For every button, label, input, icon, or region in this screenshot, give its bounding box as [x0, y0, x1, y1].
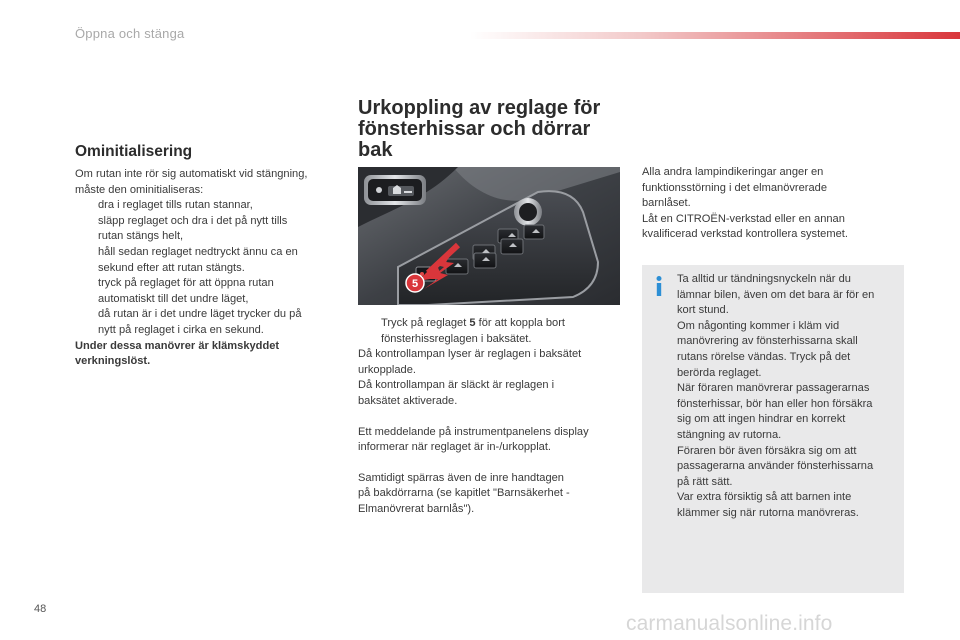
text-line: automatiskt till det undre läget,: [98, 292, 249, 305]
left-column: [75, 167, 345, 370]
info-box: [642, 265, 904, 593]
page-number: 48: [34, 603, 47, 615]
title-line: fönsterhissar och dörrar: [358, 118, 591, 140]
text-line: då rutan är i det undre läget trycker du på: [98, 308, 302, 321]
door-control-photo: [358, 167, 620, 305]
text-line: Ta alltid ur tändningsnyckeln när du: [677, 273, 851, 285]
callout-5-badge: [406, 274, 424, 292]
text-line: Då kontrollampan lyser är reglagen i baksätet: [358, 348, 582, 361]
text-line: fönsterhissreglagen i baksätet.: [381, 332, 532, 345]
text-line: informerar när reglaget är in-/urkopplat.: [358, 441, 551, 454]
text-line: dra i reglaget tills rutan stannar,: [98, 199, 253, 212]
text-line: nytt på reglaget i cirka en sekund.: [98, 323, 264, 336]
bullet-item: [75, 245, 345, 276]
text-line: Låt en CITROËN-verkstad eller en annan: [642, 212, 845, 225]
text-line: Var extra försiktig så att barnen inte: [677, 491, 852, 504]
text-line: urkopplade.: [358, 363, 416, 376]
lock-switch: [364, 175, 426, 205]
section-title: Öppna och stänga: [75, 26, 185, 41]
text-line: tryck på reglaget för att öppna rutan: [98, 277, 274, 290]
watermark: carmanualsonline.info: [626, 612, 833, 635]
text-line: Då kontrollampan är släckt är reglagen i: [358, 379, 555, 392]
bold-warning: [75, 339, 345, 370]
text-line: baksätet aktiverade.: [358, 394, 458, 407]
text-line: [381, 316, 620, 332]
text-line: sekund efter att rutan stängts.: [98, 261, 245, 274]
text-line: håll sedan reglaget nedtryckt ännu ca en: [98, 245, 298, 258]
text-line: manövrering av fönsterhissarna skall: [677, 335, 858, 348]
intro-text: [75, 167, 345, 198]
text-line: passagerarna använder fönsterhissarna: [677, 460, 874, 473]
middle-column: [358, 316, 620, 518]
info-text: [677, 272, 899, 522]
text-line: på rätt sätt.: [677, 475, 733, 488]
control-number: 5: [469, 317, 476, 329]
text-line: på bakdörrarna (se kapitlet "Barnsäkerhet -: [358, 487, 570, 500]
text-line: berörda reglaget.: [677, 366, 762, 379]
text-line: Samtidigt spärras även de inre handtagen: [358, 471, 564, 484]
text-line: När föraren manövrerar passagerarnas: [677, 382, 870, 395]
callout-number: 5: [411, 278, 419, 290]
paragraph: [358, 347, 620, 409]
text-line: måste den ominitialiseras:: [75, 183, 204, 196]
text-run: för att koppla bort: [475, 317, 565, 329]
info-icon: [654, 276, 664, 296]
title-line: bak: [358, 139, 393, 161]
text-line: kvalificerad verkstad kontrollera systemet.: [642, 228, 848, 241]
heading-ominitialisering: Ominitialisering: [75, 143, 193, 160]
text-line: rutans rörelse vändas. Tryck på det: [677, 350, 851, 363]
text-line: Alla andra lampindikeringar anger en: [642, 166, 824, 178]
bullet-item: [75, 276, 345, 307]
paragraph: [358, 425, 620, 456]
text-line: barnlåset.: [642, 197, 691, 210]
text-line: Elmanövrerat barnlås").: [358, 502, 475, 515]
text-line: stängning av rutorna.: [677, 428, 782, 441]
text-line: fönsterhissar, bör han eller hon försäkra: [677, 397, 873, 410]
text-line: Om någonting kommer i kläm vid: [677, 319, 840, 332]
bullet-item: [75, 307, 345, 338]
bullet-item: [358, 316, 620, 347]
right-column: [642, 165, 904, 243]
text-line: Föraren bör även försäkra sig om att: [677, 444, 857, 457]
heading-urkoppling: [358, 98, 618, 161]
text-line: Ett meddelande på instrumentpanelens display: [358, 425, 589, 438]
text-line: släpp reglaget och dra i det på nytt tills: [98, 214, 288, 227]
text-line: verkningslöst.: [75, 355, 151, 368]
text-line: klämmer sig när rutorna manövreras.: [677, 506, 859, 519]
text-line: rutan stängs helt,: [98, 230, 184, 243]
header-accent-bar: [470, 32, 960, 39]
text-run: Tryck på reglaget: [381, 317, 470, 329]
text-line: Om rutan inte rör sig automatiskt vid stängning,: [75, 168, 308, 180]
text-line: sig om att ingen hindrar en korrekt: [677, 413, 846, 426]
text-line: kort stund.: [677, 304, 729, 317]
title-line: Urkoppling av reglage för: [358, 97, 601, 119]
bullet-item: [75, 198, 345, 214]
text-line: Under dessa manövrer är klämskyddet: [75, 339, 280, 352]
paragraph: [358, 471, 620, 518]
text-line: lämnar bilen, även om det bara är för en: [677, 288, 875, 301]
text-line: funktionsstörning i det elmanövrerade: [642, 181, 828, 194]
bullet-item: [75, 214, 345, 245]
